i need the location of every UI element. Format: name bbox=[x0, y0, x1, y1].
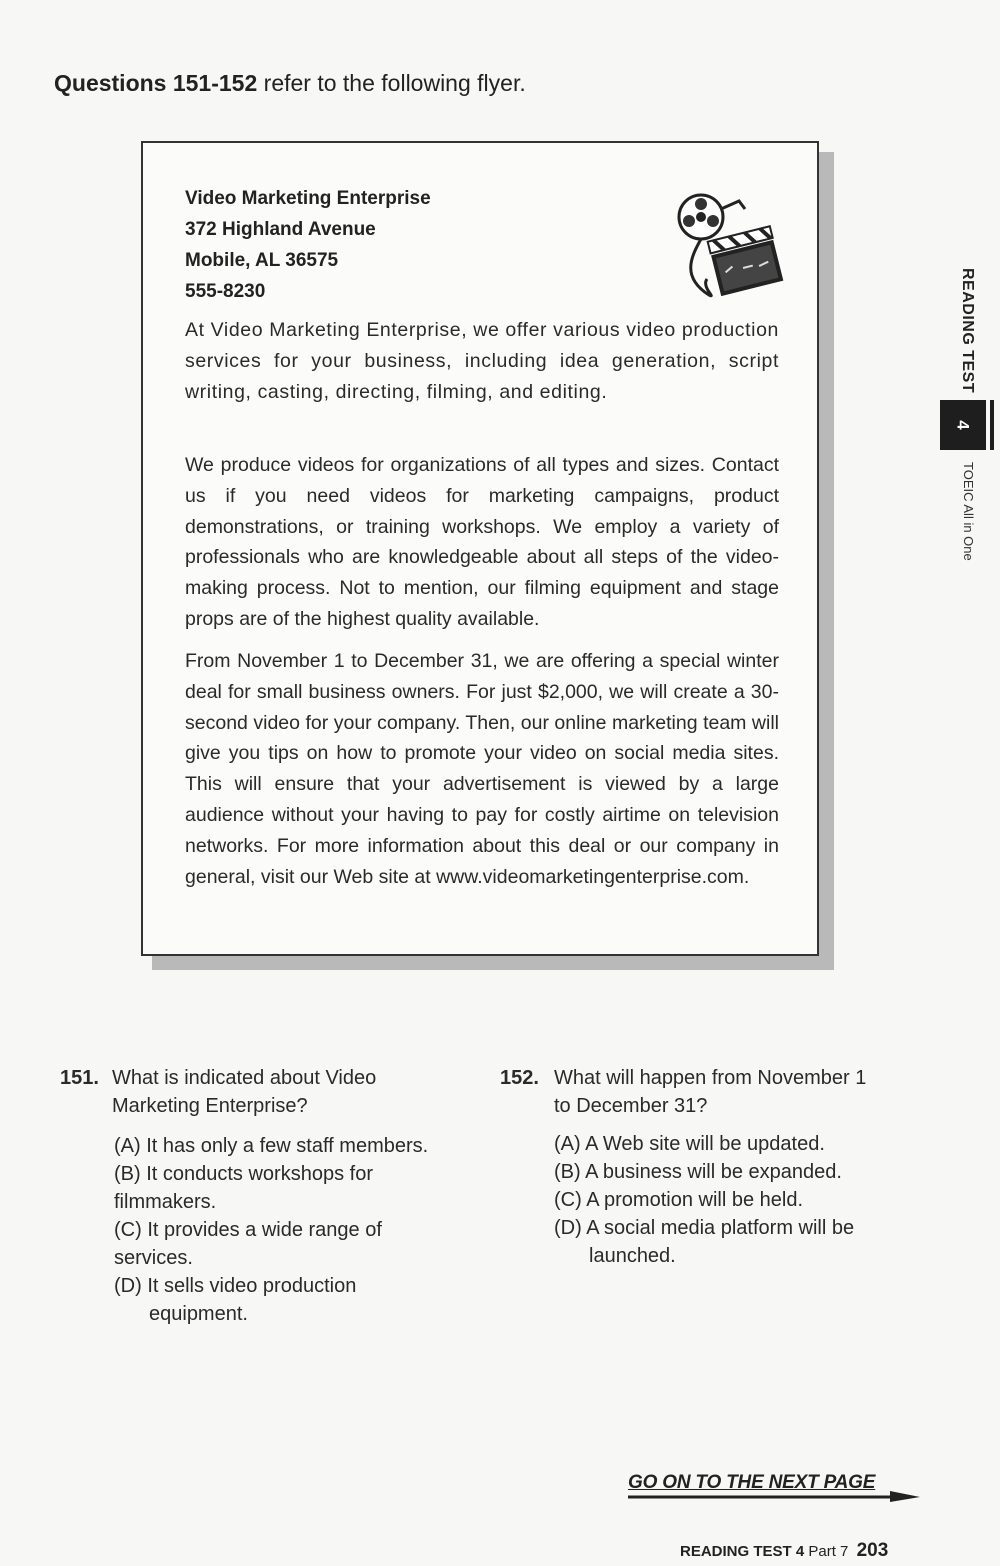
question-number: 152. bbox=[500, 1067, 539, 1089]
questions-intro: refer to the following flyer. bbox=[263, 70, 526, 96]
option-a[interactable]: (A) It has only a few staff members. bbox=[114, 1135, 429, 1157]
footer-test: READING TEST 4 bbox=[680, 1543, 805, 1560]
flyer bbox=[141, 141, 819, 956]
flyer-paragraph-1: At Video Marketing Enterprise, we offer various video production services for your business, including idea generation, script writing, casting, directing, filming, and editing. bbox=[185, 319, 779, 403]
stem-line: Marketing Enterprise? bbox=[112, 1095, 308, 1117]
company-phone: 555-8230 bbox=[185, 281, 266, 302]
question-number: 151. bbox=[60, 1067, 99, 1089]
question-stem bbox=[554, 1064, 866, 1120]
question-152 bbox=[500, 1064, 920, 1284]
option-b-cont[interactable]: filmmakers. bbox=[114, 1191, 217, 1213]
option-d[interactable]: (D) A social media platform will be bbox=[554, 1217, 855, 1239]
go-on-next-page: GO ON TO THE NEXT PAGE bbox=[628, 1472, 876, 1493]
company-city: Mobile, AL 36575 bbox=[185, 250, 339, 271]
question-stem bbox=[112, 1064, 376, 1120]
arrow-right-icon bbox=[628, 1488, 920, 1502]
flyer-paragraph-2: We produce videos for organizations of all types and sizes. Contact us if you need videos for marketing campaigns, product demonstrations, or training workshops. We employ a variety of professionals who are knowledgeable about all steps of the video-making process. Not to mention, our filming equipment and stage props are of the highest quality available. bbox=[185, 454, 779, 630]
option-a[interactable]: (A) A Web site will be updated. bbox=[554, 1133, 825, 1155]
sidebar-tab bbox=[940, 400, 986, 450]
page-number: 203 bbox=[856, 1540, 889, 1561]
company-street: 372 Highland Avenue bbox=[185, 219, 376, 240]
questions-label: Questions 151-152 bbox=[54, 70, 258, 96]
company-address bbox=[185, 183, 431, 307]
option-c[interactable]: (C) A promotion will be held. bbox=[554, 1189, 804, 1211]
option-d-cont[interactable]: launched. bbox=[589, 1245, 676, 1267]
page-footer bbox=[680, 1540, 888, 1562]
film-reel-clapboard-icon bbox=[661, 187, 785, 305]
company-name: Video Marketing Enterprise bbox=[185, 188, 431, 209]
stem-line: What will happen from November 1 bbox=[554, 1067, 867, 1089]
option-b[interactable]: (B) A business will be expanded. bbox=[554, 1161, 842, 1183]
option-d-cont[interactable]: equipment. bbox=[149, 1303, 248, 1325]
stem-line: to December 31? bbox=[554, 1095, 708, 1117]
sidebar-tab-number: 4 bbox=[954, 420, 973, 430]
option-c[interactable]: (C) It provides a wide range of bbox=[114, 1219, 382, 1241]
option-d[interactable]: (D) It sells video production bbox=[114, 1275, 357, 1297]
stem-line: What is indicated about Video bbox=[112, 1067, 377, 1089]
questions-header bbox=[54, 70, 526, 97]
footer-part: Part 7 bbox=[808, 1543, 849, 1560]
option-c-cont[interactable]: services. bbox=[114, 1247, 193, 1269]
sidebar-subtitle: TOEIC All in One bbox=[961, 462, 976, 561]
question-151 bbox=[60, 1064, 480, 1354]
sidebar-label: READING TEST bbox=[959, 268, 976, 394]
flyer-paragraph-3: From November 1 to December 31, we are offering a special winter deal for small business owners. For just $2,000, we will create a 30-second video for your company. Then, our online marketing team will give you tips on how to promote your video on social media sites. This will ensure that your advertisement is viewed by a large audience without your having to pay for costly airtime on television networks. For more information about this deal or our company in general, visit our Web site at www.videomarketingenterprise.com. bbox=[185, 650, 779, 888]
option-b[interactable]: (B) It conducts workshops for bbox=[114, 1163, 373, 1185]
